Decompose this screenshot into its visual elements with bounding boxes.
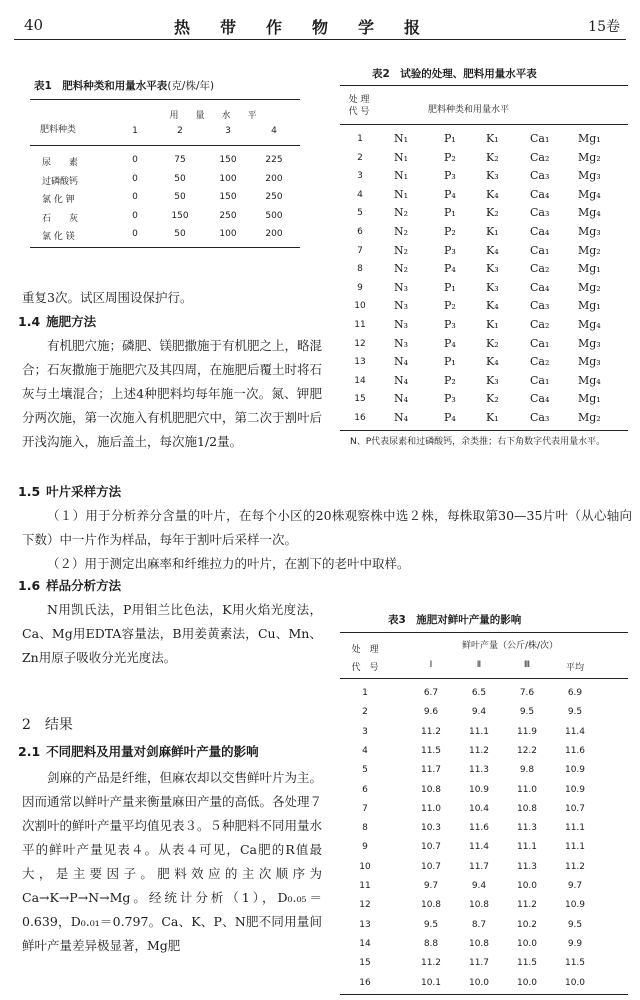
table3-row-no: 10	[359, 861, 371, 872]
table2-cell-mg: Mg₁	[578, 132, 601, 145]
table3-cell: 10.7	[420, 842, 442, 853]
table3-cell: 9.8	[519, 765, 535, 776]
table2-cell-p: P₄	[444, 262, 456, 276]
table3-cell: 12.2	[516, 745, 538, 756]
table2-cell-ca: Ca₃	[530, 299, 550, 313]
table3-cell: 8.8	[423, 938, 439, 949]
table1-cell: 50	[174, 173, 186, 184]
table3-col-1: Ⅰ	[429, 660, 433, 670]
table3-cell: 11.5	[516, 958, 538, 969]
table2-cell-no: 4	[357, 189, 363, 200]
table1-col-head: 肥料种类	[40, 125, 77, 135]
table2-row	[340, 260, 628, 279]
table3-row-no: 9	[362, 842, 368, 853]
table1-level-2: 2	[177, 126, 183, 136]
table2-cell-p: P₃	[444, 318, 456, 331]
section-1-5-body-2: （２）用于测定出麻率和纤维拉力的叶片，在割下的老叶中取样。	[47, 556, 410, 571]
table1-row-name: 氯 化 镁	[42, 232, 75, 242]
table2-cell-no: 7	[357, 245, 363, 256]
table2-cell-k: K₄	[486, 243, 499, 257]
table3-cell: 11.2	[420, 958, 442, 969]
table3-cell: 9.5	[423, 919, 439, 930]
table3-row	[340, 684, 628, 704]
table2-head-rule	[340, 124, 628, 125]
table1-cell: 250	[265, 192, 283, 202]
table2-cell-n: N₃	[394, 280, 409, 294]
table3-cell: 9.9	[567, 938, 583, 949]
table3-row	[340, 819, 628, 839]
table2-cell-no: 8	[357, 264, 363, 275]
table1-cell: 500	[265, 210, 283, 221]
table3-row-no: 8	[362, 823, 368, 834]
table3-cell: 10.2	[516, 919, 538, 930]
table2-cell-n: N₂	[394, 243, 409, 257]
table2-cell-ca: Ca₂	[530, 318, 550, 331]
table2-cell-n: N₄	[394, 392, 409, 406]
section-1-6-body: N用凯氏法，P用钼兰比色法，K用火焰光度法，Ca、Mg用EDTA容量法，B用姜黄素法，Cu、Mn、Zn用原子吸收分光光度法。	[22, 602, 322, 665]
table2-row	[340, 372, 628, 391]
table1-level-1: 1	[132, 126, 138, 136]
table2-cell-k: K₄	[486, 187, 499, 201]
table2-cell-n: N₃	[394, 299, 409, 313]
table3-cell: 11.5	[420, 745, 442, 756]
table1-cell: 200	[265, 229, 283, 239]
table2-cell-n: N₁	[394, 169, 409, 183]
table1-cell: 225	[265, 155, 283, 165]
table2-row	[340, 279, 628, 298]
section-2-1-body: 剑麻的产品是纤维，但麻农却以交售鲜叶片为主。因而通常以鲜叶产量来衡量麻田产量的高低。各处理７次割叶的鲜叶产量平均值见表３。５种肥料不同用量水平的鲜叶产量见表４。从表４可见，Ca肥的R值最大，是主要因子。肥料效应的主次顺序为Ca→K→P→N→Mg。经统计分析（1），D₀.₀₅＝0.639，D₀.₀₁＝0.797。Ca、K、P、N肥不同用量间鲜叶产量差异极显著，Mg肥	[22, 770, 323, 953]
table1-cell: 150	[171, 210, 189, 221]
table2-cell-ca: Ca₁	[530, 373, 550, 387]
table3-cell: 9.5	[519, 707, 535, 718]
table2-cell-n: N₃	[394, 318, 409, 331]
table2-row	[340, 390, 628, 409]
table2-cell-ca: Ca₃	[530, 206, 550, 220]
table3-row	[340, 935, 628, 955]
table1-row-name: 尿 素	[42, 158, 79, 168]
table2-cell-k: K₂	[486, 336, 499, 350]
table3-row	[340, 742, 628, 762]
table2-cell-ca: Ca₁	[530, 243, 550, 257]
table2-cell-n: N₂	[394, 262, 409, 276]
table2-cell-mg: Mg₄	[578, 187, 601, 201]
table3-cell: 10.1	[420, 977, 442, 988]
running-header	[14, 14, 626, 40]
table1-row	[30, 208, 300, 225]
table3-cell: 11.4	[564, 726, 586, 737]
table3-cell: 10.7	[564, 803, 586, 814]
table2-cell-mg: Mg₁	[578, 299, 601, 313]
table3-cell: 11.0	[420, 803, 442, 814]
table3-row	[340, 974, 628, 994]
table3-cell: 11.6	[468, 823, 490, 834]
table2-cell-p: P₁	[444, 280, 456, 294]
table3-cell: 10.9	[564, 765, 586, 776]
table2-cell-n: N₁	[394, 187, 409, 201]
table3-row-no: 13	[359, 919, 371, 930]
table3-cell: 9.7	[567, 881, 583, 891]
table3-cell: 11.3	[516, 823, 538, 834]
table1-bottom-rule	[30, 247, 300, 248]
table3-cell: 11.2	[468, 745, 490, 756]
table2-cell-ca: Ca₃	[530, 169, 550, 183]
table3-col-2: Ⅱ	[476, 660, 482, 670]
table2-cell-k: K₃	[486, 262, 499, 276]
table1-head-rule	[30, 145, 300, 146]
table2-head-right: 肥料种类和用量水平	[428, 105, 510, 115]
table3-row	[340, 781, 628, 801]
table2-row	[340, 204, 628, 223]
table2-row	[340, 409, 628, 428]
table1-row	[30, 189, 300, 206]
table2-cell-p: P₂	[444, 225, 456, 238]
table2-cell-p: P₃	[444, 169, 456, 183]
table1-cell: 100	[219, 173, 237, 184]
section-2-number: 2	[22, 717, 31, 733]
table2-cell-no: 12	[354, 338, 366, 349]
table2-cell-k: K₃	[486, 280, 499, 294]
table3-row-no: 7	[362, 803, 368, 814]
table3-cell: 11.6	[564, 745, 586, 756]
table2-cell-p: P₂	[444, 373, 456, 387]
table2-cell-no: 3	[357, 171, 363, 182]
table3-cell: 8.7	[471, 919, 487, 930]
table3-cell: 6.7	[423, 688, 439, 698]
table2-caption: 表2 试验的处理、肥料用量水平表	[372, 68, 537, 80]
table2-cell-p: P₄	[444, 411, 456, 424]
section-1-4-body: 有机肥穴施；磷肥、镁肥撒施于有机肥之上，略混合；石灰撒施于施肥穴及其四周，在施肥后覆土时将石灰与土壤混合；上述4种肥料均每年施一次。氮、钾肥分两次施，第一次施入有机肥肥穴中，第二次于割叶后开浅沟施入，施后盖土，每次施1/2量。	[22, 338, 323, 449]
table2-cell-k: K₄	[486, 355, 499, 369]
table2-col-head: 处 理 代 号	[348, 95, 370, 117]
table3-row	[340, 703, 628, 723]
section-1-4-title: 施肥方法	[46, 314, 97, 329]
section-1-6-number: 1.6	[18, 578, 41, 593]
table2-cell-k: K₁	[486, 132, 499, 145]
table2-row	[340, 149, 628, 168]
table3-cell: 10.0	[516, 881, 538, 891]
table2-cell-ca: Ca₄	[530, 225, 550, 238]
section-2-1-heading	[18, 742, 259, 760]
section-2-title: 结果	[44, 717, 73, 733]
table2-cell-no: 10	[354, 301, 366, 312]
table2-cell-k: K₄	[486, 299, 499, 313]
table1-cell: 0	[132, 155, 138, 165]
table1-top-rule	[30, 99, 300, 100]
table1-row	[30, 171, 300, 188]
table2-cell-n: N₂	[394, 225, 409, 238]
table1-cell: 0	[132, 229, 138, 239]
table2-cell-mg: Mg₁	[578, 392, 601, 406]
table3-row	[340, 954, 628, 974]
table3-cell: 10.4	[468, 803, 490, 814]
table2-cell-n: N₄	[394, 373, 409, 387]
table1-level-3: 3	[225, 126, 231, 136]
table2-cell-k: K₃	[486, 169, 499, 183]
table2-cell-n: N₁	[394, 150, 409, 164]
table3-cell: 11.7	[468, 958, 490, 969]
table3-row	[340, 858, 628, 878]
table2-cell-k: K₂	[486, 392, 499, 406]
table3-row	[340, 761, 628, 781]
table1-row-name: 石 灰	[42, 213, 79, 224]
table2-cell-ca: Ca₄	[530, 392, 550, 406]
page-number: 40	[24, 16, 44, 34]
table3-col-head-2: 代 号	[351, 663, 379, 673]
table3-cell: 6.5	[471, 688, 487, 698]
table2-top-rule	[340, 85, 628, 86]
table1-cell: 100	[219, 229, 237, 239]
table1-cell: 75	[174, 155, 186, 165]
table2-cell-no: 5	[357, 208, 363, 219]
table3-row	[340, 877, 628, 897]
table1-row-name: 氯 化 钾	[42, 195, 75, 205]
table3-cell: 11.4	[468, 842, 490, 853]
table2-cell-no: 1	[357, 134, 363, 144]
section-1-5-number: 1.5	[18, 484, 41, 499]
table2-cell-mg: Mg₃	[578, 169, 601, 183]
section-1-4-number: 1.4	[18, 314, 41, 329]
table3-cell: 9.6	[423, 707, 439, 718]
table2-cell-mg: Mg₂	[578, 280, 601, 294]
table2-cell-no: 16	[354, 413, 366, 423]
table1-cell: 150	[219, 155, 237, 165]
table3-cell: 10.7	[420, 861, 442, 872]
table2-cell-k: K₂	[486, 206, 499, 220]
table3-cell: 7.6	[519, 688, 535, 698]
table2-cell-p: P₃	[444, 243, 456, 257]
section-2-1-number: 2.1	[18, 744, 41, 759]
table3-cell: 10.0	[564, 977, 586, 988]
table2-cell-p: P₁	[444, 206, 456, 220]
table3-head-rule	[340, 678, 628, 679]
table1-caption	[34, 78, 214, 93]
table1-unit: (克/株/年)	[167, 80, 215, 92]
table3-cell: 11.2	[516, 900, 538, 911]
table2-cell-k: K₁	[486, 225, 499, 238]
table3-caption: 表3 施肥对鲜叶产量的影响	[388, 614, 522, 626]
table1-cell: 0	[132, 173, 138, 184]
table3-cell: 11.0	[516, 784, 538, 795]
table3-cell: 11.7	[420, 765, 442, 776]
table3-row-no: 3	[362, 726, 368, 737]
table2-note: N、P代表尿素和过磷酸钙，余类推；右下角数字代表用量水平。	[350, 437, 606, 447]
table3-top-rule	[340, 632, 628, 633]
table3-bottom-rule	[340, 994, 628, 995]
table2-cell-ca: Ca₃	[530, 411, 550, 424]
table3-cell: 11.1	[564, 842, 586, 853]
table3-cell: 11.1	[468, 726, 490, 737]
table3-cell: 10.0	[516, 938, 538, 949]
table2-cell-mg: Mg₃	[578, 336, 601, 350]
table3-cell: 11.9	[516, 726, 538, 737]
table1-level-4: 4	[271, 126, 277, 136]
table3-row-no: 4	[362, 745, 368, 756]
section-1-5-body-1: （１）用于分析养分含量的叶片，在每个小区的20株观察株中选２株，每株取第30—35片叶（从心轴向下数）中一片作为样品，每年于割叶后采样一次。	[22, 508, 632, 547]
table3-cell: 11.3	[516, 861, 538, 872]
table3-cell: 10.0	[468, 977, 490, 988]
table2-cell-n: N₄	[394, 411, 409, 424]
table2-cell-n: N₂	[394, 206, 409, 220]
table3-row-no: 15	[359, 958, 371, 969]
table2-cell-p: P₂	[444, 299, 456, 313]
table2-cell-no: 2	[357, 152, 363, 163]
table2-cell-ca: Ca₁	[530, 132, 550, 145]
section-1-6-heading	[18, 576, 121, 594]
table2-row	[340, 242, 628, 261]
table1-cell: 200	[265, 173, 283, 184]
table2-cell-p: P₄	[444, 336, 456, 350]
table2-cell-n: N₄	[394, 355, 409, 369]
section-2-heading	[22, 714, 73, 734]
table2-row	[340, 130, 628, 149]
table2-cell-ca: Ca₂	[530, 355, 550, 369]
table3-cell: 10.8	[420, 900, 442, 911]
table1-row	[30, 226, 300, 243]
table2-row	[340, 297, 628, 316]
table2-cell-no: 11	[354, 320, 366, 330]
table3-cell: 9.5	[567, 707, 583, 718]
table2-bottom-rule	[340, 430, 628, 431]
table1-row	[30, 152, 300, 169]
table2-cell-ca: Ca₄	[530, 280, 550, 294]
table3-row-no: 1	[362, 688, 368, 698]
section-2-1-title: 不同肥料及用量对剑麻鲜叶产量的影响	[46, 744, 259, 759]
table3-group-head: 鲜叶产量（公斤/株/次）	[461, 641, 559, 651]
table2-cell-no: 15	[354, 394, 366, 405]
table3-cell: 11.1	[564, 823, 586, 834]
table1-cell: 50	[174, 192, 186, 202]
table2-cell-ca: Ca₂	[530, 262, 550, 276]
table1-cell: 0	[132, 192, 138, 202]
table3-cell: 9.4	[471, 707, 487, 718]
table1-cell: 50	[174, 229, 186, 239]
volume-label: 15卷	[588, 19, 620, 35]
table3-cell: 10.3	[420, 823, 442, 834]
table2-cell-ca: Ca₁	[530, 336, 550, 350]
table2-cell-k: K₃	[486, 373, 499, 387]
table2-cell-mg: Mg₃	[578, 225, 601, 238]
table3-row-no: 6	[362, 784, 368, 795]
table2-cell-n: N₃	[394, 336, 409, 350]
table1-cell: 250	[219, 210, 237, 221]
table2-row	[340, 335, 628, 354]
table3-cell: 10.8	[468, 900, 490, 911]
table3-row	[340, 896, 628, 916]
table3-cell: 10.8	[420, 784, 442, 795]
table2-cell-mg: Mg₂	[578, 411, 601, 424]
table1-caption-text: 表1 肥料种类和用量水平表	[34, 80, 168, 92]
table3-cell: 10.9	[564, 784, 586, 795]
table2-cell-no: 9	[357, 282, 363, 293]
table2-cell-k: K₁	[486, 411, 499, 424]
table3-cell: 9.7	[423, 881, 439, 891]
table3-row	[340, 800, 628, 820]
table2-row	[340, 353, 628, 372]
table3-cell: 10.9	[564, 900, 586, 911]
table2-cell-mg: Mg₂	[578, 150, 601, 164]
table3-cell: 11.7	[468, 861, 490, 872]
table1-cell: 150	[219, 192, 237, 202]
table2-cell-p: P₁	[444, 132, 456, 145]
table2-cell-p: P₂	[444, 150, 456, 164]
table3-cell: 10.0	[516, 977, 538, 988]
section-1-4-heading	[18, 312, 96, 330]
table1-level-head: 用 量 水 平	[169, 111, 261, 121]
table3-cell: 10.8	[516, 803, 538, 814]
table3-row-no: 14	[359, 938, 371, 949]
table2-cell-no: 14	[354, 375, 366, 386]
table1-cell: 0	[132, 210, 138, 221]
table3-cell: 10.8	[468, 938, 490, 949]
table2-cell-k: K₁	[486, 318, 499, 331]
table2-row	[340, 223, 628, 242]
table3-row	[340, 723, 628, 743]
table2-cell-mg: Mg₄	[578, 318, 601, 331]
table3-cell: 11.2	[420, 726, 442, 737]
table2-row	[340, 167, 628, 186]
table3-col-head-1: 处 理	[351, 645, 379, 655]
section-1-5-heading	[18, 482, 121, 500]
table3-row-no: 2	[362, 707, 368, 718]
table3-col-4: 平均	[565, 663, 584, 673]
section-1-5-title: 叶片采样方法	[46, 484, 122, 499]
journal-title: 热带作物学报	[174, 18, 451, 37]
table2-cell-p: P₃	[444, 392, 456, 406]
table2-cell-ca: Ca₂	[530, 150, 550, 164]
table2-cell-k: K₂	[486, 150, 499, 164]
table2-cell-p: P₄	[444, 187, 456, 201]
table3-row-no: 5	[362, 765, 368, 776]
paragraph-repeat: 重复3次。试区周围设保护行。	[22, 290, 193, 305]
table3-cell: 11.1	[516, 842, 538, 853]
table3-col-3: Ⅲ	[523, 660, 531, 670]
table2-row	[340, 316, 628, 335]
table3-row-no: 16	[359, 977, 371, 988]
table2-cell-mg: Mg₂	[578, 243, 601, 257]
table2-cell-n: N₁	[394, 132, 409, 145]
table2-cell-no: 6	[357, 227, 363, 237]
table1-row-name: 过磷酸钙	[42, 176, 79, 187]
table3-cell: 9.5	[567, 919, 583, 930]
table3-cell: 10.9	[468, 784, 490, 795]
table2-cell-ca: Ca₄	[530, 187, 550, 201]
table2-cell-no: 13	[354, 357, 366, 368]
table3-row	[340, 838, 628, 858]
table2-row	[340, 186, 628, 205]
section-1-6-title: 样品分析方法	[46, 578, 122, 593]
table2-cell-mg: Mg₃	[578, 355, 601, 369]
table2-cell-p: P₁	[444, 355, 456, 369]
table3-cell: 11.3	[468, 765, 490, 776]
table2-cell-mg: Mg₄	[578, 373, 601, 387]
table3-cell: 6.9	[567, 688, 583, 698]
table3-cell: 9.4	[471, 881, 487, 891]
table3-cell: 11.5	[564, 958, 586, 969]
table2-cell-mg: Mg₄	[578, 206, 601, 220]
table3-row	[340, 916, 628, 936]
table2-cell-mg: Mg₁	[578, 262, 601, 276]
table3-cell: 11.2	[564, 861, 586, 872]
table3-row-no: 12	[359, 900, 371, 911]
table3-row-no: 11	[359, 881, 371, 891]
